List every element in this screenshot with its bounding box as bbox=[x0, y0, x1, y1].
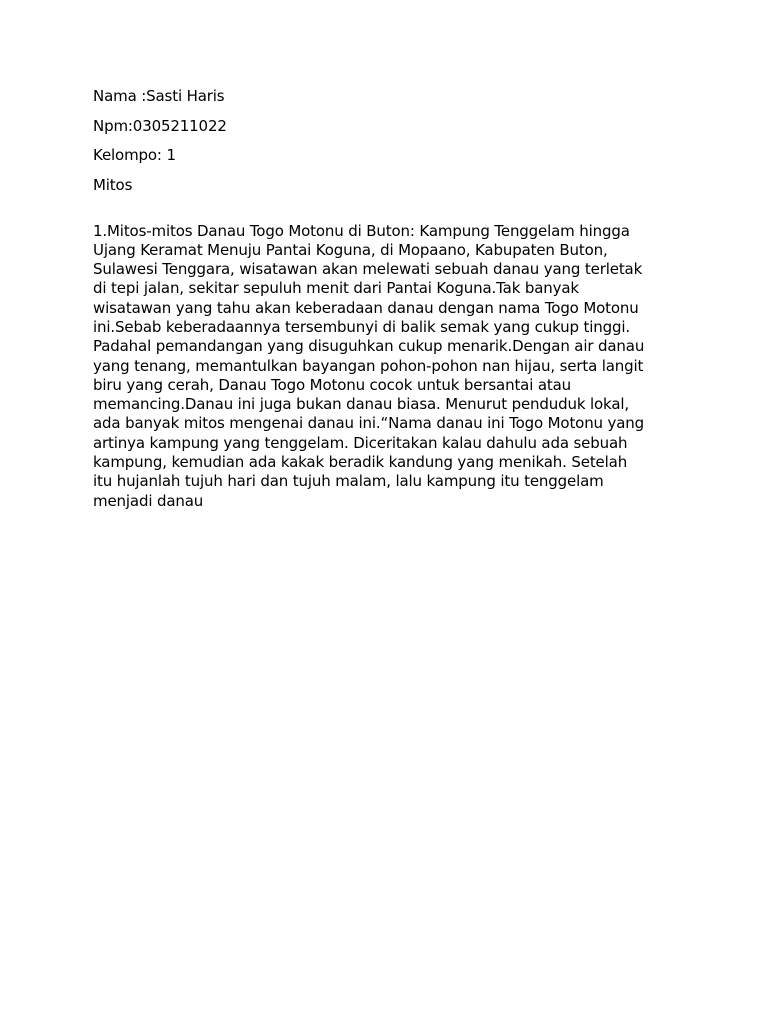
paragraph-line: ini.Sebab keberadaannya tersembunyi di balik semak yang cukup tinggi. bbox=[93, 317, 630, 336]
group-number: Kelompo: 1 bbox=[93, 146, 176, 164]
myth-paragraph bbox=[93, 222, 673, 511]
student-npm: Npm:0305211022 bbox=[93, 116, 227, 135]
paragraph-line: biru yang cerah, Danau Togo Motonu cocok untuk bersantai atau bbox=[93, 375, 572, 394]
paragraph-line: yang tenang, memantulkan bayangan pohon-pohon nan hijau, serta langit bbox=[93, 356, 644, 375]
paragraph-line: 1.Mitos-mitos Danau Togo Motonu di Buton: Kampung Tenggelam hingga bbox=[93, 221, 630, 240]
paragraph-line: menjadi danau bbox=[93, 491, 204, 510]
paragraph-line: di tepi jalan, sekitar sepuluh menit dari Pantai Koguna.Tak banyak bbox=[93, 279, 579, 298]
paragraph-line: Ujang Keramat Menuju Pantai Koguna, di Mopaano, Kabupaten Buton, bbox=[93, 240, 608, 259]
student-name: Nama :Sasti Haris bbox=[93, 87, 225, 105]
paragraph-line: ada banyak mitos mengenai danau ini.“Nama danau ini Togo Motonu yang bbox=[93, 414, 645, 433]
paragraph-line: Padahal pemandangan yang disuguhkan cukup menarik.Dengan air danau bbox=[93, 337, 645, 356]
paragraph-line: itu hujanlah tujuh hari dan tujuh malam, lalu kampung itu tenggelam bbox=[93, 472, 604, 491]
topic-title: Mitos bbox=[93, 175, 133, 194]
paragraph-line: memancing.Danau ini juga bukan danau biasa. Menurut penduduk lokal, bbox=[93, 395, 629, 414]
paragraph-line: Sulawesi Tenggara, wisatawan akan melewati sebuah danau yang terletak bbox=[93, 260, 643, 279]
paragraph-line: wisatawan yang tahu akan keberadaan danau dengan nama Togo Motonu bbox=[93, 298, 639, 317]
paragraph-line: artinya kampung yang tenggelam. Diceritakan kalau dahulu ada sebuah bbox=[93, 433, 628, 452]
document-body bbox=[93, 86, 683, 511]
paragraph-line: kampung, kemudian ada kakak beradik kandung yang menikah. Setelah bbox=[93, 453, 628, 472]
